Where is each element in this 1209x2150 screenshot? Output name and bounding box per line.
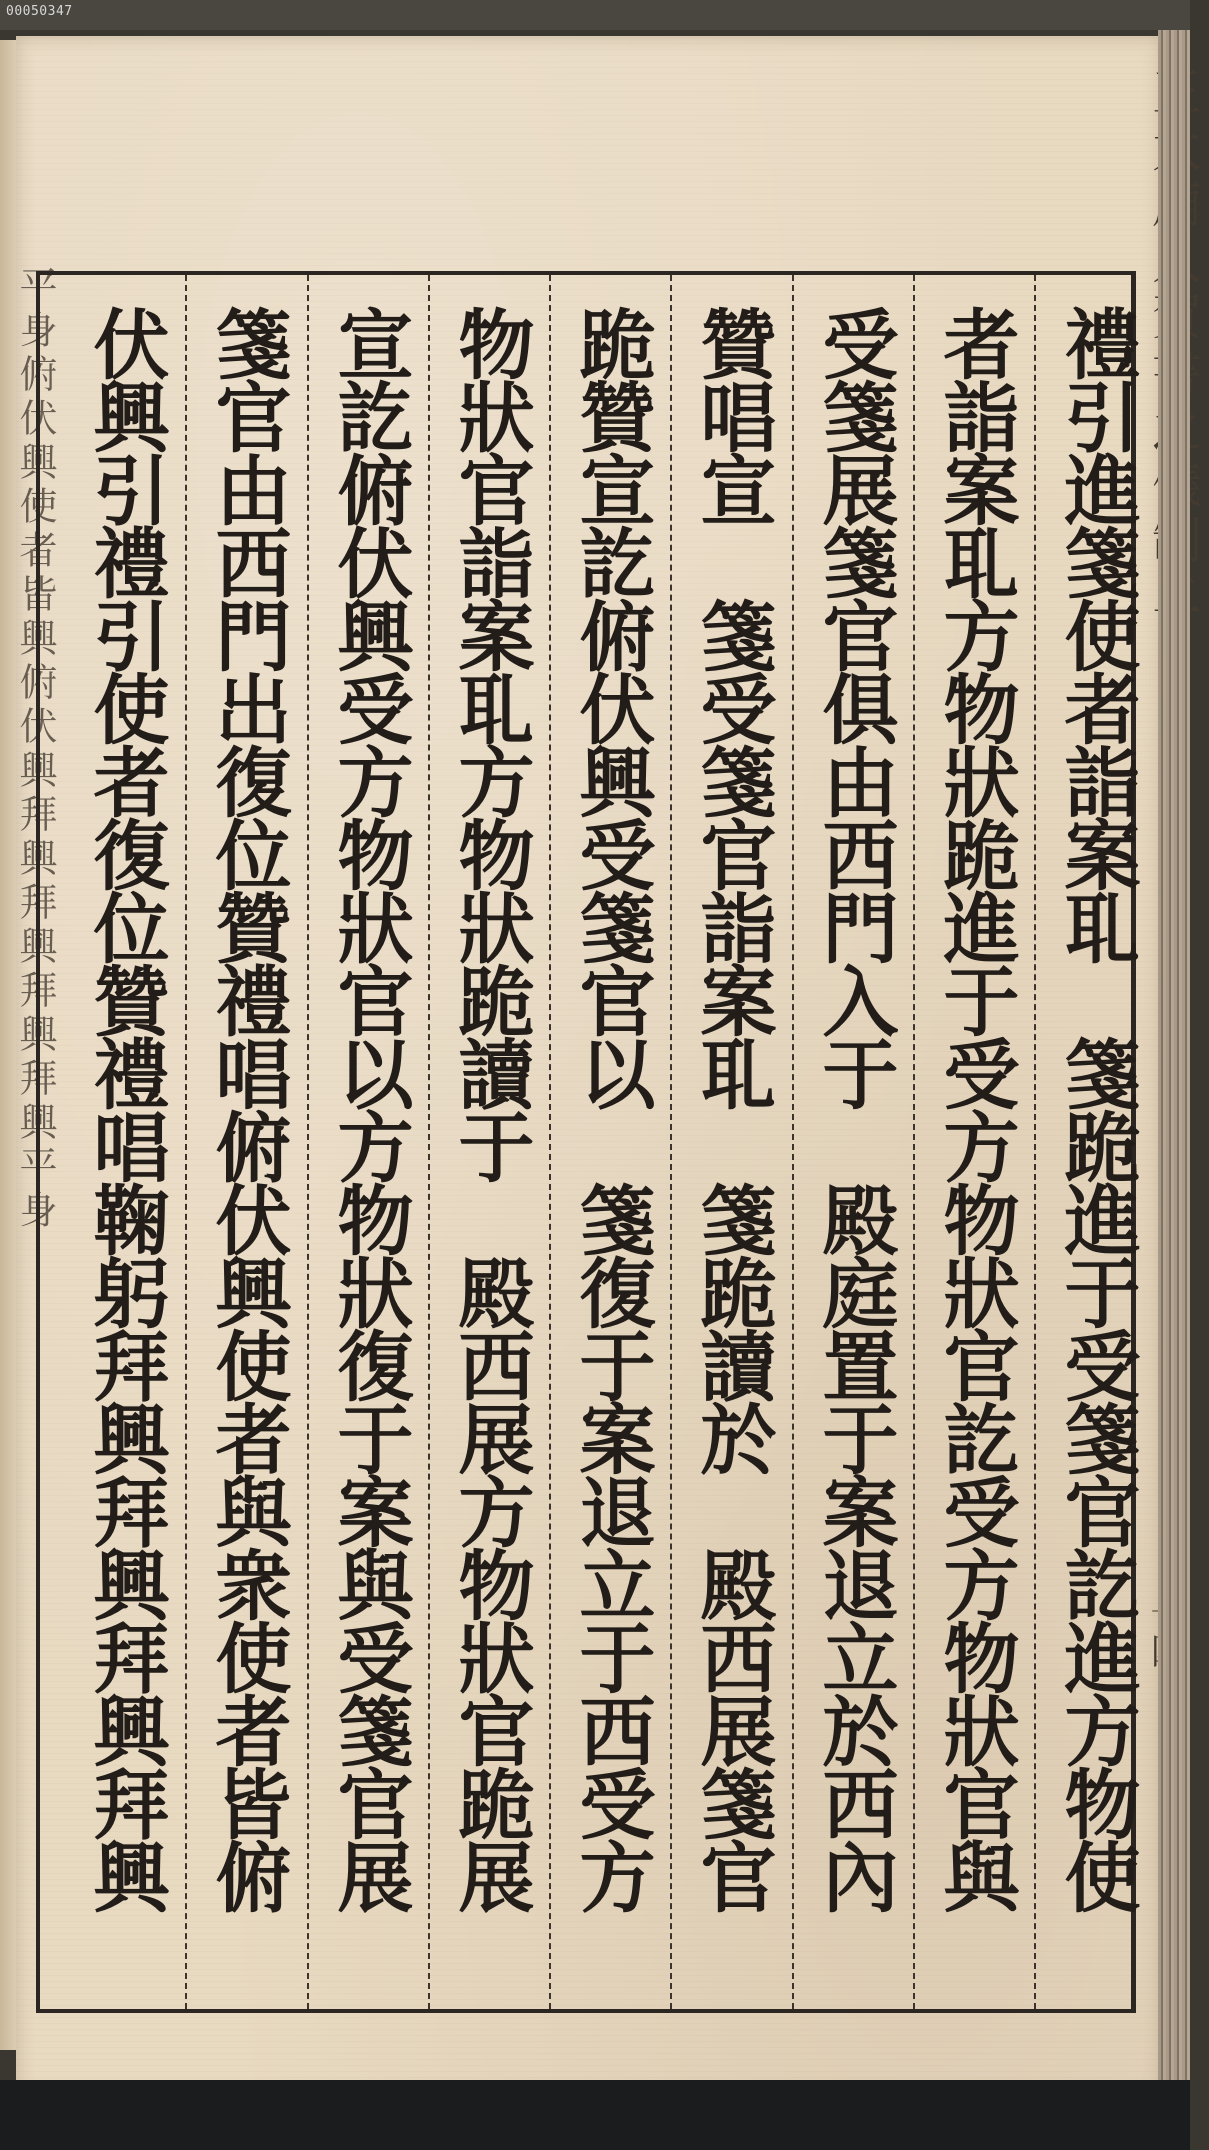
bottom-bar — [0, 2080, 1190, 2150]
column-rule — [549, 275, 551, 2009]
adjacent-page-text: 平身俯伏興使者皆興俯伏興拜興拜興拜興拜興平身 — [13, 266, 57, 1234]
column-rule — [307, 275, 309, 2009]
text-frame — [36, 271, 1141, 2013]
text-column-4: 贊唱宣 箋受箋官詣案耴 箋跪讀於 殿西展箋官 — [688, 305, 777, 1911]
column-rule — [428, 275, 430, 2009]
text-column-8: 箋官由西門出復位贊禮唱俯伏興使者與衆使者皆俯 — [203, 305, 292, 1911]
text-column-9: 伏興引禮引使者復位贊禮唱鞠躬拜興拜興拜興拜興 — [81, 305, 170, 1911]
column-rule — [792, 275, 794, 2009]
scan-id-label: 00050347 — [6, 4, 73, 19]
column-rule — [670, 275, 672, 2009]
text-column-6: 物狀官詣案耴方物狀跪讀于 殿西展方物狀官跪展 — [446, 305, 535, 1911]
text-column-5: 跪贊宣訖俯伏興受箋官以 箋復于案退立于西受方 — [567, 305, 656, 1911]
text-column-1: 禮引進箋使者詣案耴 箋跪進于受箋官訖進方物使 — [1052, 305, 1141, 1911]
column-rule — [1034, 275, 1036, 2009]
column-rule — [913, 275, 915, 2009]
column-rule — [185, 275, 187, 2009]
text-column-2: 者詣案耴方物狀跪進于受方物狀官訖受方物狀官與 — [931, 305, 1020, 1911]
text-column-3: 受箋展箋官俱由西門入于 殿庭置于案退立於西內 — [810, 305, 899, 1911]
book-page — [13, 36, 1161, 2096]
text-column-7: 宣訖俯伏興受方物狀官以方物狀復于案與受箋官展 — [325, 305, 414, 1911]
top-bar — [0, 0, 1190, 30]
book-fore-edge — [1158, 30, 1190, 2080]
